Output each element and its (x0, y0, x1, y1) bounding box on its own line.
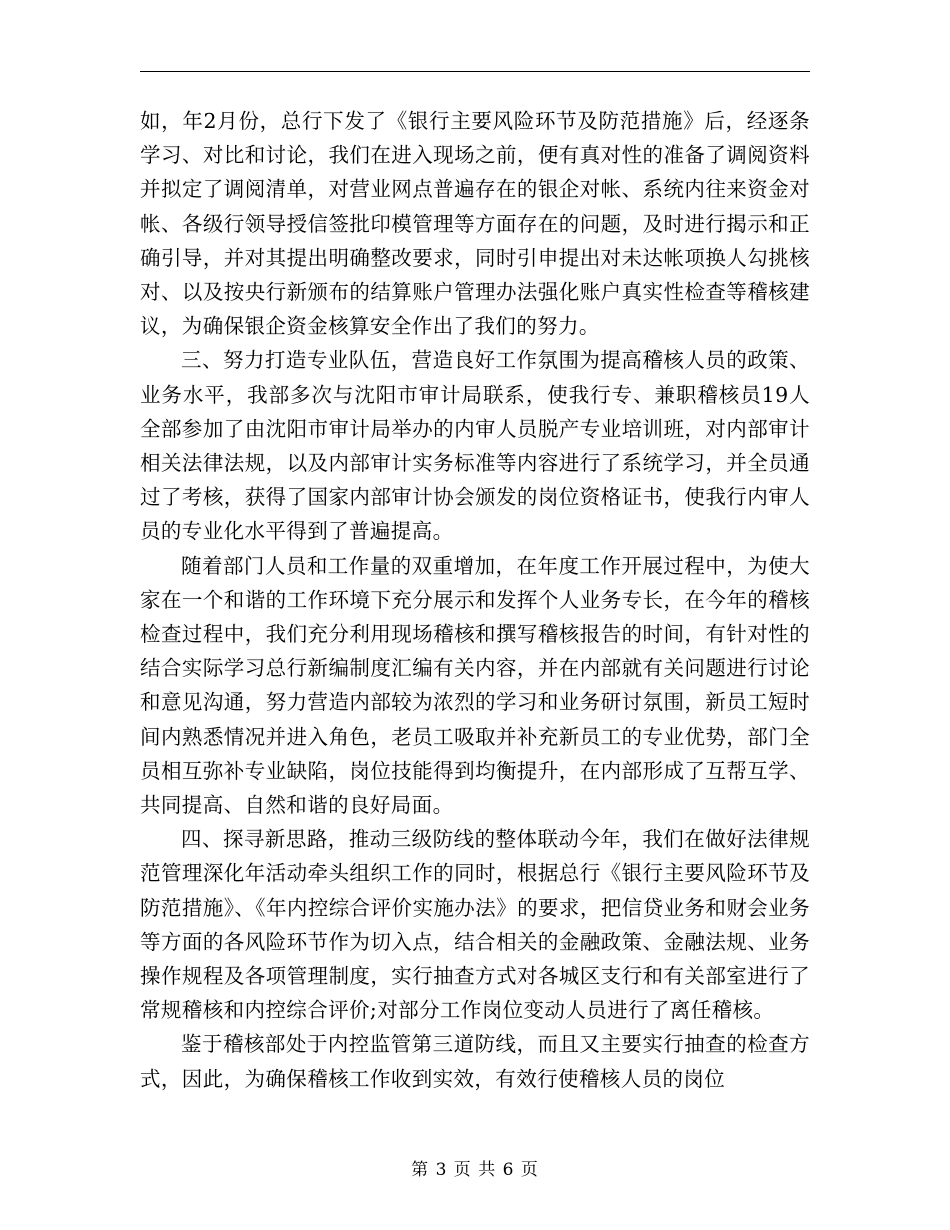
paragraph-1: 如，年2月份，总行下发了《银行主要风险环节及防范措施》后，经逐条学习、对比和讨论，我们在进入现场之前，便有真对性的准备了调阅资料并拟定了调阅清单，对营业网点普遍存在的银企对帐、系统内往来资金对帐、各级行领导授信签批印模管理等方面存在的问题，及时进行揭示和正确引导，并对其提出明确整改要求，同时引申提出对未达帐项换人勾挑核对、以及按央行新颁布的结算账户管理办法强化账户真实性检查等稽核建议，为确保银企资金核算安全作出了我们的努力。 (140, 109, 810, 339)
paragraph-2: 三、努力打造专业队伍，营造良好工作氛围为提高稽核人员的政策、业务水平，我部多次与沈阳市审计局联系，使我行专、兼职稽核员19人全部参加了由沈阳市审计局举办的内审人员脱产专业培训班，对内部审计相关法律法规，以及内部审计实务标准等内容进行了系统学习，并全员通过了考核，获得了国家内部审计协会颁发的岗位资格证书，使我行内审人员的专业化水平得到了普遍提高。 (140, 348, 810, 544)
header-rule (140, 71, 810, 72)
page-footer (0, 1155, 950, 1180)
paragraph-5: 鉴于稽核部处于内控监管第三道防线，而且又主要实行抽查的检查方式，因此，为确保稽核工作收到实效，有效行使稽核人员的岗位 (140, 1032, 810, 1091)
document-body (140, 104, 810, 1096)
page-number-label: 第 3 页 共 6 页 (411, 1160, 539, 1180)
paragraph-4: 四、探寻新思路，推动三级防线的整体联动今年，我们在做好法律规范管理深化年活动牵头组织工作的同时，根据总行《银行主要风险环节及防范措施》、《年内控综合评价实施办法》的要求，把信贷业务和财会业务等方面的各风险环节作为切入点，结合相关的金融政策、金融法规、业务操作规程及各项管理制度，实行抽查方式对各城区支行和有关部室进行了常规稽核和内控综合评价;对部分工作岗位变动人员进行了离任稽核。 (140, 827, 810, 1023)
paragraph-3: 随着部门人员和工作量的双重增加，在年度工作开展过程中，为使大家在一个和谐的工作环境下充分展示和发挥个人业务专长，在今年的稽核检查过程中，我们充分利用现场稽核和撰写稽核报告的时间，有针对性的结合实际学习总行新编制度汇编有关内容，并在内部就有关问题进行讨论和意见沟通，努力营造内部较为浓烈的学习和业务研讨氛围，新员工短时间内熟悉情况并进入角色，老员工吸取并补充新员工的专业优势，部门全员相互弥补专业缺陷，岗位技能得到均衡提升，在内部形成了互帮互学、共同提高、自然和谐的良好局面。 (140, 553, 810, 818)
